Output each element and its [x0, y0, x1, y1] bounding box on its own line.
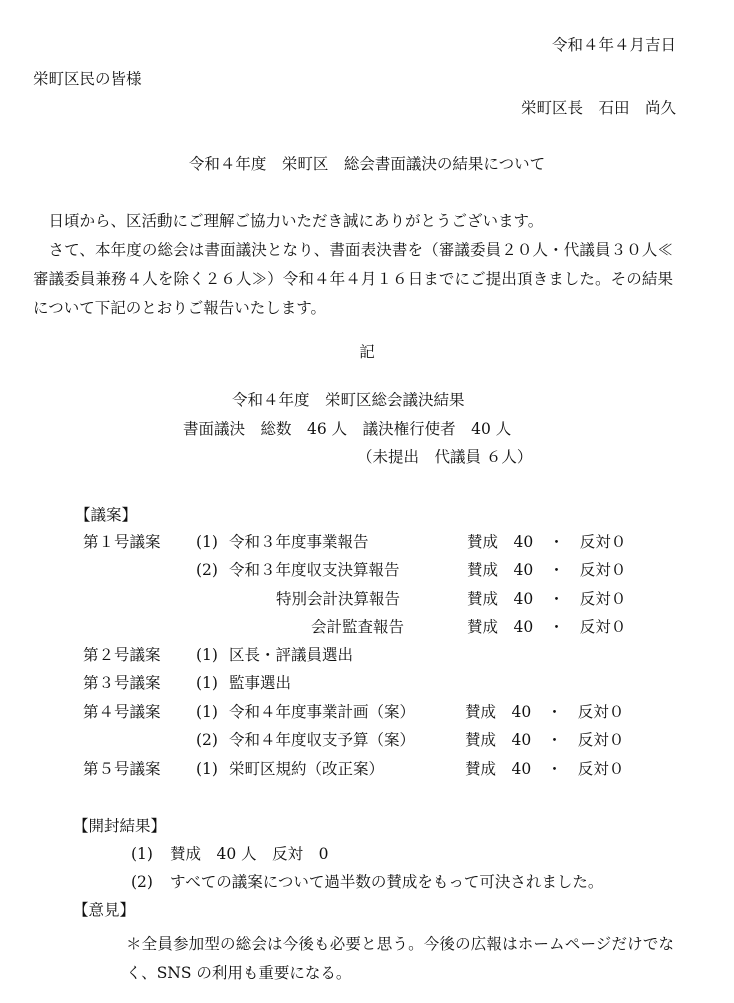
agenda-item: 令和４年度事業計画（案）: [229, 703, 416, 721]
agenda-row: [0, 733, 734, 757]
agenda-vote: 賛成 40 ・ 反対０: [465, 731, 625, 749]
agenda-number: 第５号議案: [83, 760, 161, 778]
results-heading: 【開封結果】: [73, 817, 167, 835]
result-text: 賛成 40 人 反対 0: [170, 845, 329, 863]
result-number: (1): [131, 845, 153, 863]
agenda-subnumber: (2): [196, 561, 218, 579]
summary-title: 令和４年度 栄町区総会議決結果: [232, 391, 465, 409]
report-paragraph: さて、本年度の総会は書面議決となり、書面表決書を（審議委員２０人・代議員３０人≪審議委員兼務４人を除く２６人≫）令和４年４月１６日までにご提出頂きました。その結果について下記のとおりご報告いたします。: [33, 241, 673, 317]
summary-totals: 書面議決 総数 46 人 議決権行使者 40 人: [183, 420, 512, 438]
opinions-heading: 【意見】: [73, 901, 136, 919]
document-title: 令和４年度 栄町区 総会書面議決の結果について: [188, 155, 546, 173]
agenda-subnumber: (2): [196, 731, 218, 749]
result-text: すべての議案について過半数の賛成をもって可決されました。: [170, 873, 604, 891]
result-item: [0, 847, 734, 871]
agenda-subnumber: (1): [196, 674, 218, 692]
summary-unsubmitted: （未提出 代議員 ６人）: [357, 448, 533, 466]
agenda-vote: 賛成 40 ・ 反対０: [467, 590, 627, 608]
recipient: 栄町区民の皆様: [33, 70, 142, 88]
agenda-item: 令和４年度収支予算（案）: [229, 731, 416, 749]
opinion-text: ＊全員参加型の総会は今後も必要と思う。今後の広報はホームページだけでなく、SNS の利用も重要になる。: [126, 935, 674, 982]
greeting-paragraph: 日頃から、区活動にご理解ご協力いただき誠にありがとうございます。: [48, 212, 544, 230]
agenda-item: 会計監査報告: [311, 618, 405, 636]
agenda-item: 区長・評議員選出: [229, 646, 354, 664]
agenda-vote: 賛成 40 ・ 反対０: [467, 561, 627, 579]
agenda-subnumber: (1): [196, 646, 218, 664]
result-item: [0, 875, 734, 899]
agenda-item: 監事選出: [229, 674, 292, 692]
agenda-subnumber: (1): [196, 703, 218, 721]
ki-marker: 記: [359, 343, 375, 361]
agenda-row: [0, 592, 734, 616]
agenda-row: [0, 563, 734, 587]
agenda-item: 栄町区規約（改正案）: [229, 760, 385, 778]
agenda-vote: 賛成 40 ・ 反対０: [467, 618, 627, 636]
agenda-vote: 賛成 40 ・ 反対０: [465, 703, 625, 721]
sender: 栄町区長 石田 尚久: [520, 99, 676, 117]
agenda-row: [0, 705, 734, 729]
agenda-row: [0, 762, 734, 786]
document-date: 令和４年４月吉日: [551, 36, 676, 54]
agenda-row: [0, 676, 734, 700]
agenda-item: 特別会計決算報告: [276, 590, 401, 608]
agenda-subnumber: (1): [196, 533, 218, 551]
agenda-number: 第１号議案: [83, 533, 161, 551]
agenda-vote: 賛成 40 ・ 反対０: [465, 760, 625, 778]
result-number: (2): [131, 873, 153, 891]
agenda-subnumber: (1): [196, 760, 218, 778]
agenda-heading: 【議案】: [75, 506, 138, 524]
agenda-row: [0, 648, 734, 672]
agenda-number: 第３号議案: [83, 674, 161, 692]
agenda-row: [0, 620, 734, 644]
agenda-vote: 賛成 40 ・ 反対０: [467, 533, 627, 551]
agenda-number: 第２号議案: [83, 646, 161, 664]
agenda-number: 第４号議案: [83, 703, 161, 721]
agenda-item: 令和３年度収支決算報告: [229, 561, 400, 579]
agenda-row: [0, 535, 734, 559]
agenda-item: 令和３年度事業報告: [229, 533, 369, 551]
